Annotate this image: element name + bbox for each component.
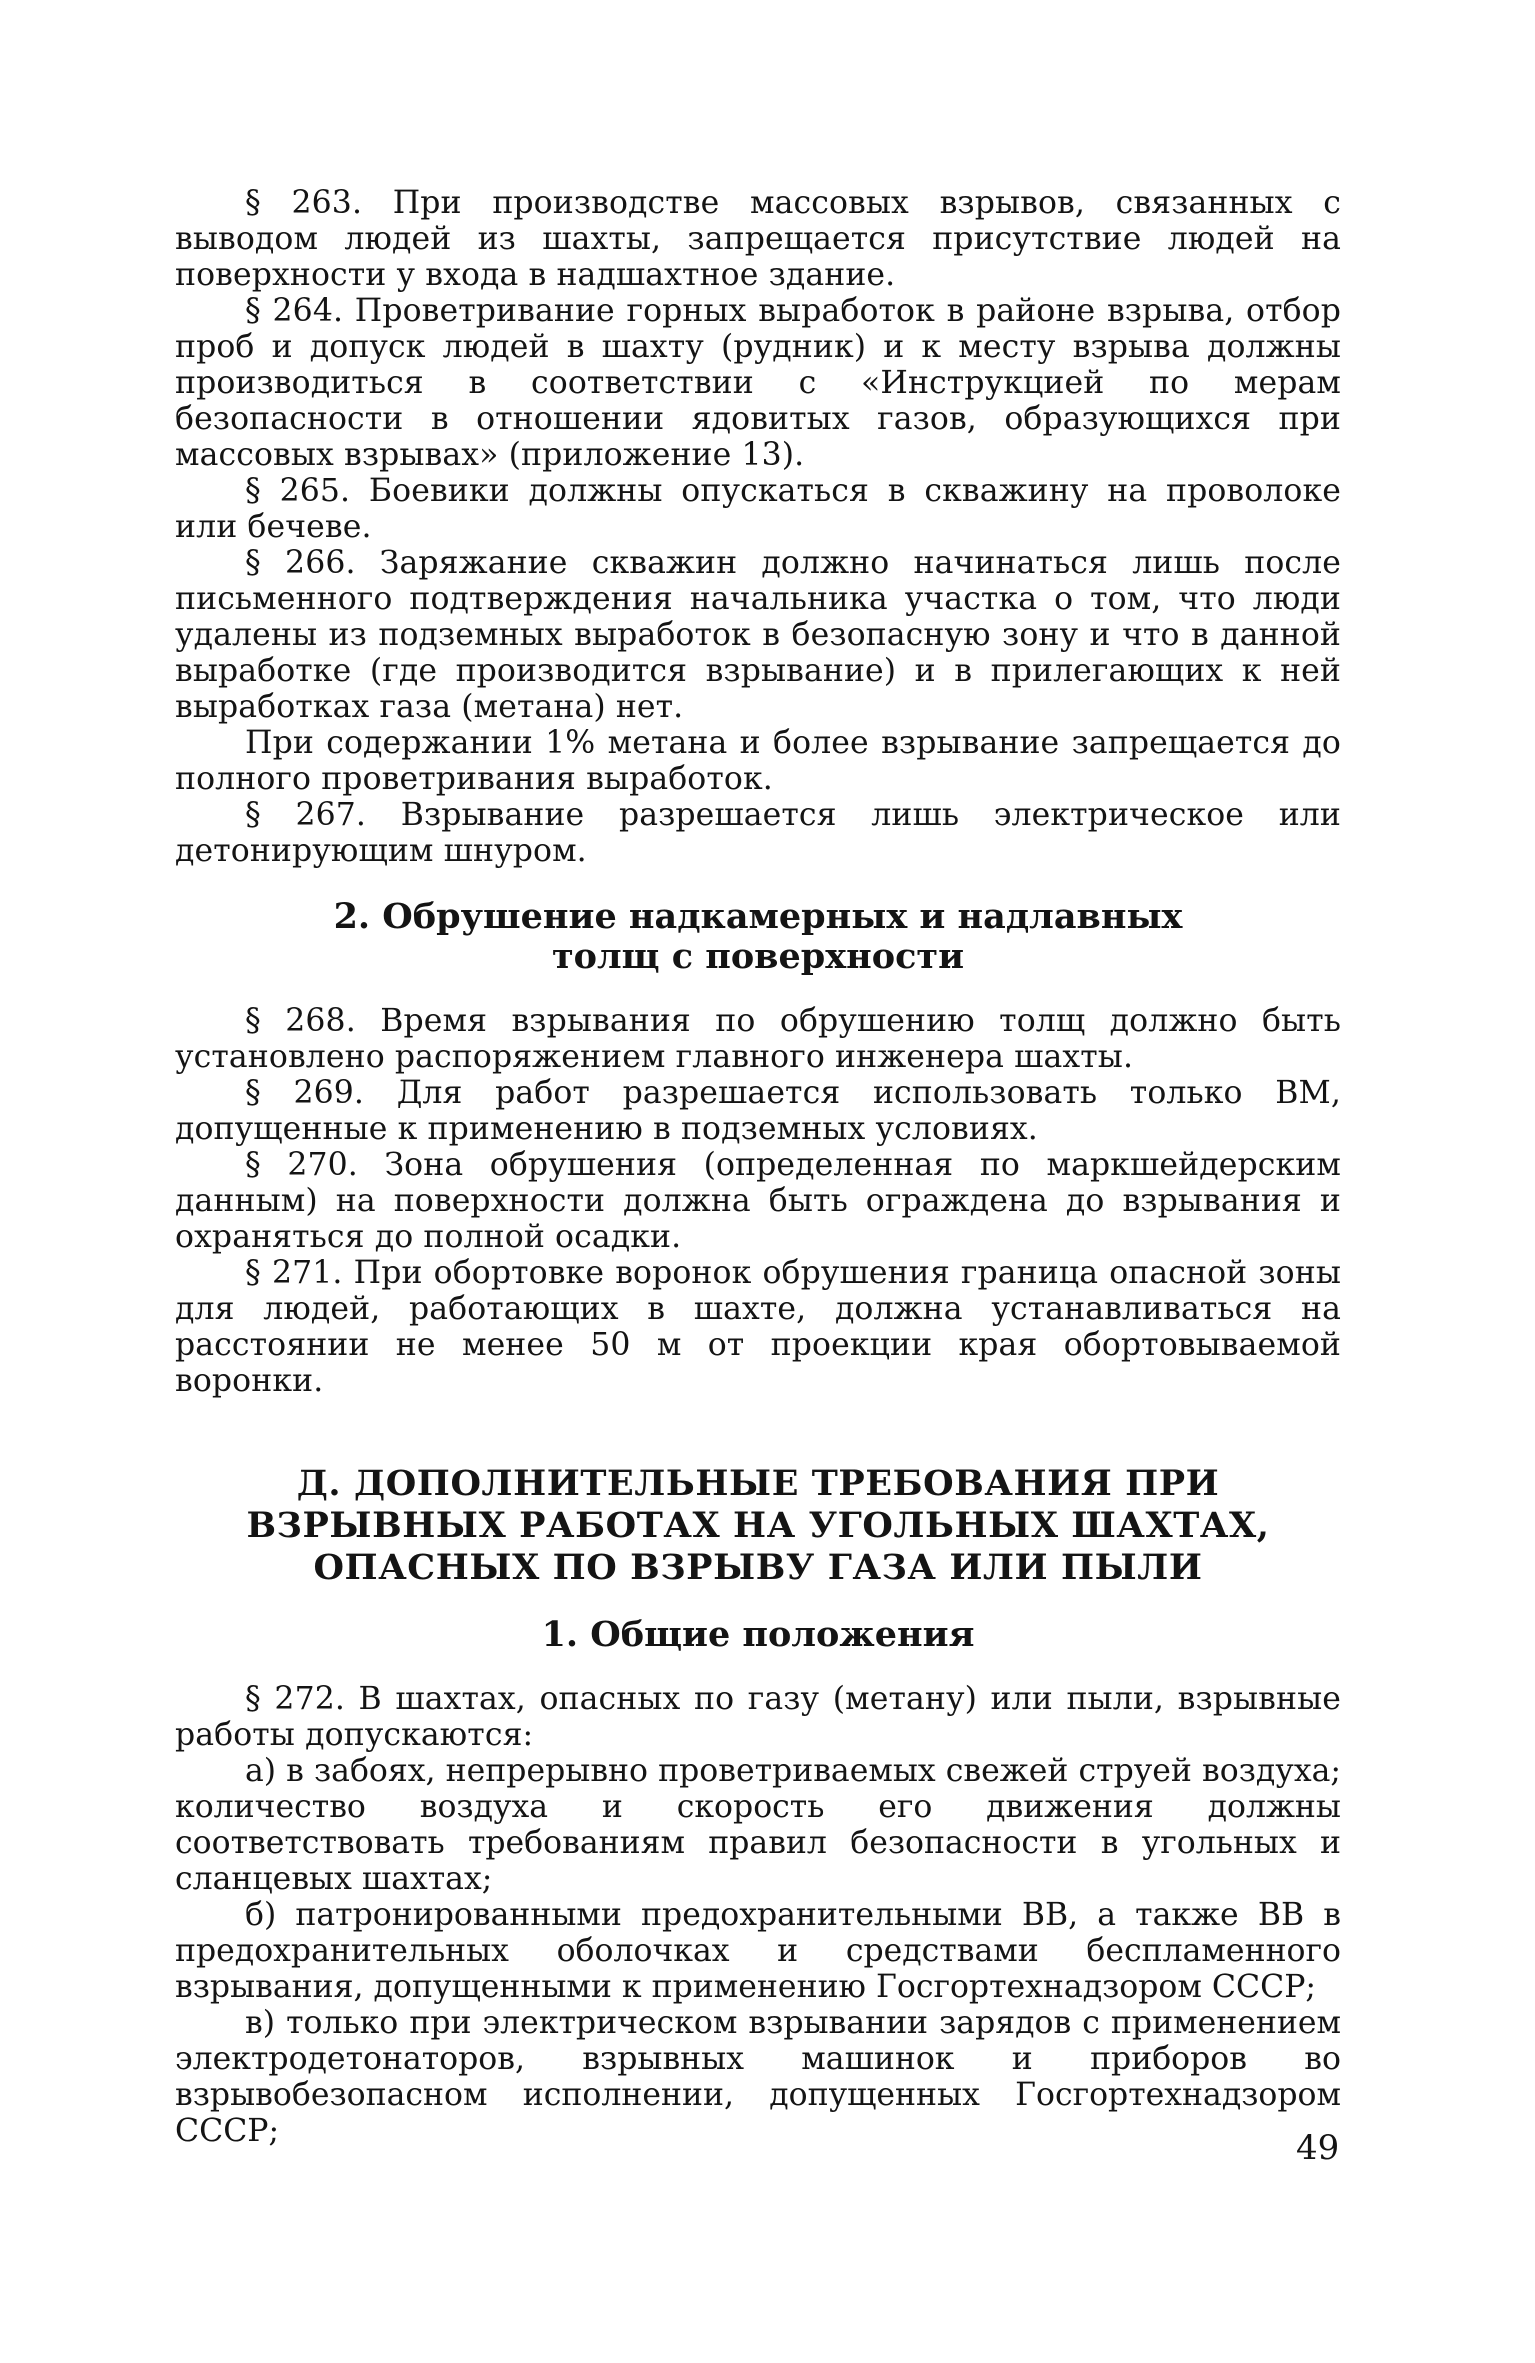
page-body — [175, 185, 1341, 2149]
page-number: 49 — [1296, 2128, 1340, 2168]
list-item-b: б) патронированными предохранительными ВВ, а также ВВ в предохранительных оболочках и средствами беспламенного взрывания, допущенными к применению Госгортехнадзором СССР; — [175, 1897, 1341, 2005]
paragraph-267: § 267. Взрывание разрешается лишь электрическое или детонирующим шнуром. — [175, 797, 1341, 869]
list-item-v: в) только при электрическом взрывании зарядов с применением электродетонаторов, взрывных машинок и приборов во взрывобезопасном исполнении, допущенных Госгортехнадзором СССР; — [175, 2005, 1341, 2149]
paragraph-272: § 272. В шахтах, опасных по газу (метану) или пыли, взрывные работы допускаются: — [175, 1681, 1341, 1753]
section-1-heading: 1. Общие положения — [541, 1614, 975, 1655]
list-item-a: а) в забоях, непрерывно проветриваемых свежей струей воздуха; количество воздуха и скорость его движения должны соответствовать требованиям правил безопасности в угольных и сланцевых шахтах; — [175, 1753, 1341, 1897]
chapter-heading: Д. ДОПОЛНИТЕЛЬНЫЕ ТРЕБОВАНИЯ ПРИ ВЗРЫВНЫХ РАБОТАХ НА УГОЛЬНЫХ ШАХТАХ, ОПАСНЫХ ПО ВЗРЫВУ ГАЗА ИЛИ ПЫЛИ — [246, 1463, 1270, 1588]
paragraph-264: § 264. Проветривание горных выработок в районе взрыва, отбор проб и допуск людей в шахту (рудник) и к месту взрыва должны производиться в соответствии с «Инструкцией по мерам безопасности в отношении ядовитых газов, образующихся при массовых взрывах» (приложение 13). — [175, 293, 1341, 473]
section-2-heading: 2. Обрушение надкамерных и надлавных толщ с поверхности — [333, 896, 1183, 977]
paragraph-268: § 268. Время взрывания по обрушению толщ должно быть установлено распоряжением главного инженера шахты. — [175, 1003, 1341, 1075]
paragraph-269: § 269. Для работ разрешается использовать только ВМ, допущенные к применению в подземных условиях. — [175, 1075, 1341, 1147]
paragraph-271: § 271. При обортовке воронок обрушения граница опасной зоны для людей, работающих в шахте, должна устанавливаться на расстоянии не менее 50 м от проекции края обортовываемой воронки. — [175, 1255, 1341, 1399]
paragraph-270: § 270. Зона обрушения (определенная по маркшейдерским данным) на поверхности должна быть ограждена до взрывания и охраняться до полной осадки. — [175, 1147, 1341, 1255]
paragraph-266: § 266. Заряжание скважин должно начинаться лишь после письменного подтверждения начальника участка о том, что люди удалены из подземных выработок в безопасную зону и что в данной выработке (где производится взрывание) и в прилегающих к ней выработках газа (метана) нет. — [175, 545, 1341, 725]
paragraph-263: § 263. При производстве массовых взрывов, связанных с выводом людей из шахты, запрещается присутствие людей на поверхности у входа в надшахтное здание. — [175, 185, 1341, 293]
paragraph-266-continuation: При содержании 1% метана и более взрывание запрещается до полного проветривания выработок. — [175, 725, 1341, 797]
paragraph-265: § 265. Боевики должны опускаться в скважину на проволоке или бечеве. — [175, 473, 1341, 545]
